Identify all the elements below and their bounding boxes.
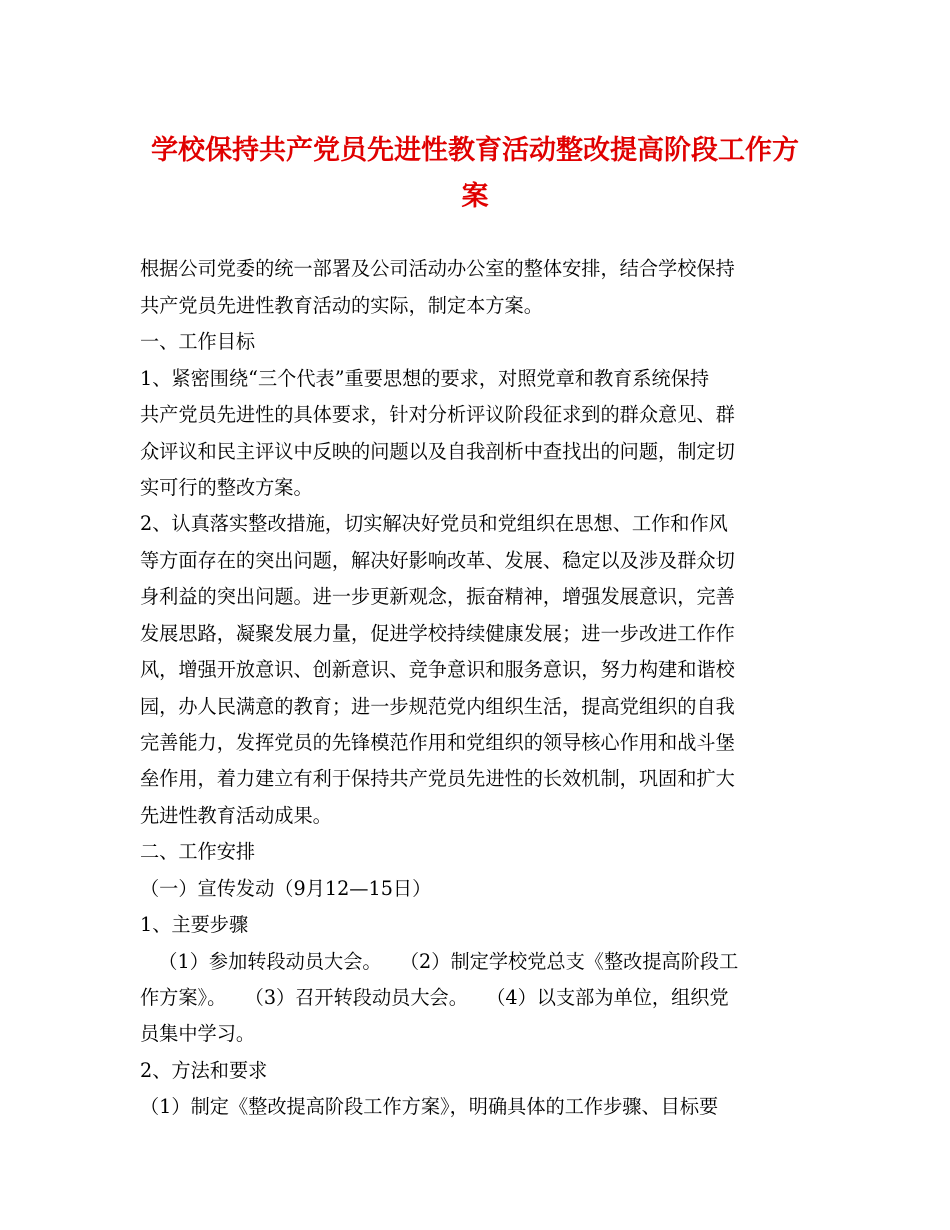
subheading-main-steps: 1、主要步骤 (140, 913, 249, 936)
body-line-4: 1、紧密围绕“三个代表”重要思想的要求，对照党章和教育系统保持 (140, 367, 710, 390)
subsection-heading-publicity: （一）宣传发动（9月12—15日） (140, 877, 432, 900)
document-title-line-2: 案 (461, 181, 489, 212)
body-line-1: 根据公司党委的统一部署及公司活动办公室的整体安排，结合学校保持 (140, 257, 735, 280)
body-line-14: 完善能力，发挥党员的先锋模范作用和党组织的领导核心作用和战斗堡 (140, 731, 735, 754)
body-line-15: 垒作用，着力建立有利于保持共产党员先进性的长效机制，巩固和扩大 (140, 767, 735, 790)
body-line-24: （1）制定《整改提高阶段工作方案》，明确具体的工作步骤、目标要 (140, 1095, 719, 1118)
body-line-11: 发展思路，凝聚发展力量，促进学校持续健康发展；进一步改进工作作 (140, 622, 735, 645)
body-line-10: 身利益的突出问题。进一步更新观念，振奋精神，增强发展意识，完善 (140, 585, 735, 608)
body-line-2: 共产党员先进性教育活动的实际，制定本方案。 (140, 294, 543, 317)
body-line-22: 员集中学习。 (140, 1022, 256, 1045)
document-title-line-1: 学校保持共产党员先进性教育活动整改提高阶段工作方 (151, 135, 799, 166)
body-line-21: 作方案》。 （3）召开转段动员大会。 （4）以支部为单位，组织党 (140, 986, 729, 1009)
subheading-methods: 2、方法和要求 (140, 1059, 268, 1082)
body-line-7: 实可行的整改方案。 (140, 476, 313, 499)
body-line-8: 2、认真落实整改措施，切实解决好党员和党组织在思想、工作和作风 (140, 512, 728, 535)
body-line-12: 风，增强开放意识、创新意识、竞争意识和服务意识，努力构建和谐校 (140, 658, 735, 681)
body-line-5: 共产党员先进性的具体要求，针对分析评议阶段征求到的群众意见、群 (140, 403, 735, 426)
body-line-13: 园，办人民满意的教育；进一步规范党内组织生活，提高党组织的自我 (140, 695, 735, 718)
body-line-9: 等方面存在的突出问题，解决好影响改革、发展、稳定以及涉及群众切 (140, 549, 735, 572)
section-heading-goals: 一、工作目标 (140, 330, 256, 353)
body-line-20: （1）参加转段动员大会。 （2）制定学校党总支《整改提高阶段工 (140, 950, 739, 973)
section-heading-arrangements: 二、工作安排 (140, 840, 256, 863)
body-line-6: 众评议和民主评议中反映的问题以及自我剖析中查找出的问题，制定切 (140, 440, 735, 463)
body-line-16: 先进性教育活动成果。 (140, 804, 332, 827)
